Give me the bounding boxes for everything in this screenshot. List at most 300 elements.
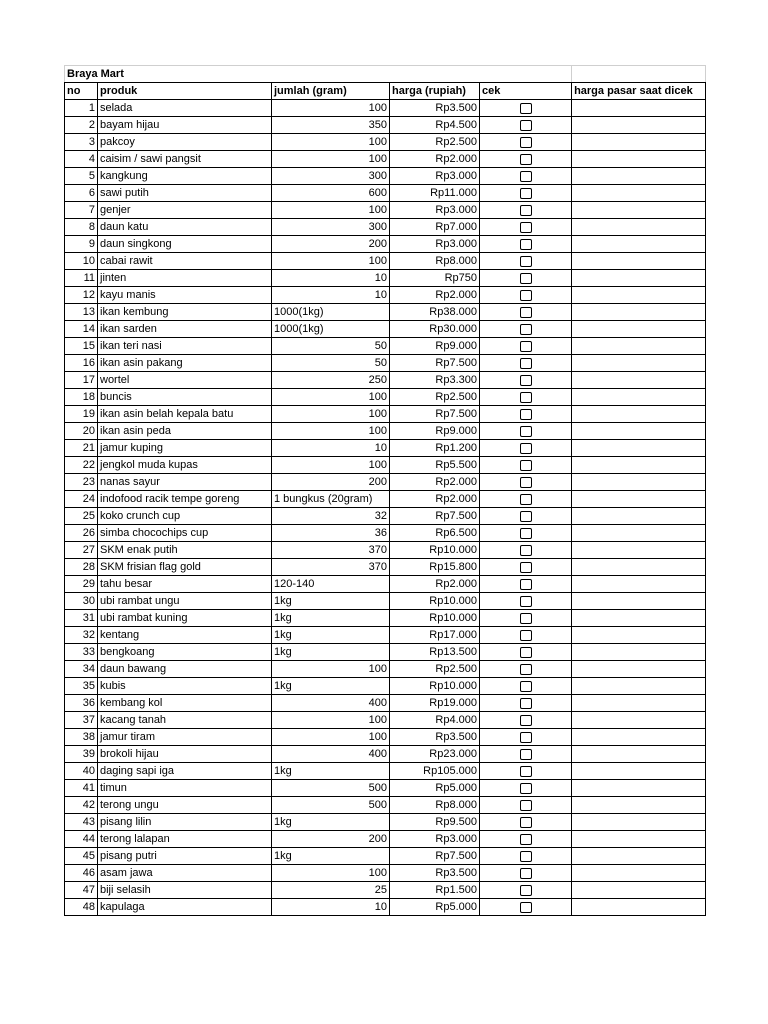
cek-checkbox[interactable] xyxy=(520,188,532,199)
cell-harga[interactable]: Rp3.000 xyxy=(390,168,480,185)
cell-jumlah[interactable]: 100 xyxy=(272,406,390,423)
cell-no[interactable]: 30 xyxy=(65,593,98,610)
cell-harga-pasar[interactable] xyxy=(572,899,706,916)
cell-no[interactable]: 46 xyxy=(65,865,98,882)
cell-cek[interactable] xyxy=(480,100,572,117)
cell-cek[interactable] xyxy=(480,406,572,423)
cell-produk[interactable]: sawi putih xyxy=(98,185,272,202)
cell-cek[interactable] xyxy=(480,763,572,780)
cell-no[interactable]: 24 xyxy=(65,491,98,508)
cell-jumlah[interactable]: 36 xyxy=(272,525,390,542)
cell-no[interactable]: 37 xyxy=(65,712,98,729)
cell-harga-pasar[interactable] xyxy=(572,763,706,780)
cell-produk[interactable]: SKM frisian flag gold xyxy=(98,559,272,576)
cell-no[interactable]: 26 xyxy=(65,525,98,542)
cell-no[interactable]: 22 xyxy=(65,457,98,474)
cell-produk[interactable]: kangkung xyxy=(98,168,272,185)
cell-jumlah[interactable]: 1kg xyxy=(272,644,390,661)
cell-harga[interactable]: Rp2.000 xyxy=(390,474,480,491)
cell-harga-pasar[interactable] xyxy=(572,491,706,508)
cell-harga-pasar[interactable] xyxy=(572,185,706,202)
cell-produk[interactable]: tahu besar xyxy=(98,576,272,593)
cell-jumlah[interactable]: 1000(1kg) xyxy=(272,321,390,338)
cell-no[interactable]: 35 xyxy=(65,678,98,695)
cell-harga-pasar[interactable] xyxy=(572,270,706,287)
cell-jumlah[interactable]: 100 xyxy=(272,253,390,270)
cell-no[interactable]: 33 xyxy=(65,644,98,661)
cell-harga[interactable]: Rp15.800 xyxy=(390,559,480,576)
cell-produk[interactable]: kentang xyxy=(98,627,272,644)
cell-harga[interactable]: Rp11.000 xyxy=(390,185,480,202)
cell-produk[interactable]: ubi rambat kuning xyxy=(98,610,272,627)
cell-produk[interactable]: biji selasih xyxy=(98,882,272,899)
cell-jumlah[interactable]: 100 xyxy=(272,865,390,882)
cell-jumlah[interactable]: 100 xyxy=(272,389,390,406)
cell-no[interactable]: 16 xyxy=(65,355,98,372)
cell-produk[interactable]: ikan kembung xyxy=(98,304,272,321)
cell-produk[interactable]: simba chocochips cup xyxy=(98,525,272,542)
cell-harga[interactable]: Rp3.000 xyxy=(390,236,480,253)
cell-cek[interactable] xyxy=(480,219,572,236)
cell-cek[interactable] xyxy=(480,678,572,695)
cell-harga-pasar[interactable] xyxy=(572,729,706,746)
cell-produk[interactable]: bayam hijau xyxy=(98,117,272,134)
cell-cek[interactable] xyxy=(480,831,572,848)
cell-no[interactable]: 34 xyxy=(65,661,98,678)
cell-cek[interactable] xyxy=(480,644,572,661)
cek-checkbox[interactable] xyxy=(520,154,532,165)
cell-harga-pasar[interactable] xyxy=(572,525,706,542)
cell-no[interactable]: 25 xyxy=(65,508,98,525)
cell-jumlah[interactable]: 400 xyxy=(272,695,390,712)
cell-no[interactable]: 12 xyxy=(65,287,98,304)
cell-harga[interactable]: Rp2.500 xyxy=(390,389,480,406)
cell-no[interactable]: 36 xyxy=(65,695,98,712)
cek-checkbox[interactable] xyxy=(520,783,532,794)
cell-harga[interactable]: Rp9.500 xyxy=(390,814,480,831)
cek-checkbox[interactable] xyxy=(520,137,532,148)
cell-no[interactable]: 4 xyxy=(65,151,98,168)
cell-harga[interactable]: Rp19.000 xyxy=(390,695,480,712)
cell-cek[interactable] xyxy=(480,593,572,610)
cell-produk[interactable]: terong ungu xyxy=(98,797,272,814)
cek-checkbox[interactable] xyxy=(520,562,532,573)
cek-checkbox[interactable] xyxy=(520,205,532,216)
cell-harga[interactable]: Rp2.000 xyxy=(390,151,480,168)
cell-harga-pasar[interactable] xyxy=(572,865,706,882)
cell-jumlah[interactable]: 100 xyxy=(272,202,390,219)
cell-cek[interactable] xyxy=(480,253,572,270)
cek-checkbox[interactable] xyxy=(520,120,532,131)
cell-harga[interactable]: Rp3.000 xyxy=(390,831,480,848)
cell-harga[interactable]: Rp5.000 xyxy=(390,780,480,797)
cek-checkbox[interactable] xyxy=(520,851,532,862)
cell-harga[interactable]: Rp30.000 xyxy=(390,321,480,338)
cek-checkbox[interactable] xyxy=(520,902,532,913)
cell-jumlah[interactable]: 500 xyxy=(272,780,390,797)
cell-harga-pasar[interactable] xyxy=(572,457,706,474)
cek-checkbox[interactable] xyxy=(520,749,532,760)
cell-harga-pasar[interactable] xyxy=(572,797,706,814)
cell-cek[interactable] xyxy=(480,423,572,440)
cell-cek[interactable] xyxy=(480,117,572,134)
cek-checkbox[interactable] xyxy=(520,596,532,607)
cell-jumlah[interactable]: 100 xyxy=(272,661,390,678)
cell-no[interactable]: 47 xyxy=(65,882,98,899)
cell-jumlah[interactable]: 1kg xyxy=(272,763,390,780)
title-empty-cell[interactable] xyxy=(572,66,706,83)
cell-no[interactable]: 28 xyxy=(65,559,98,576)
cell-no[interactable]: 44 xyxy=(65,831,98,848)
cell-harga-pasar[interactable] xyxy=(572,440,706,457)
cell-harga[interactable]: Rp17.000 xyxy=(390,627,480,644)
cell-no[interactable]: 15 xyxy=(65,338,98,355)
cell-jumlah[interactable]: 1kg xyxy=(272,610,390,627)
cell-jumlah[interactable]: 600 xyxy=(272,185,390,202)
cell-cek[interactable] xyxy=(480,321,572,338)
cek-checkbox[interactable] xyxy=(520,256,532,267)
cell-harga-pasar[interactable] xyxy=(572,814,706,831)
cell-cek[interactable] xyxy=(480,151,572,168)
cell-jumlah[interactable]: 500 xyxy=(272,797,390,814)
cell-jumlah[interactable]: 120-140 xyxy=(272,576,390,593)
cek-checkbox[interactable] xyxy=(520,290,532,301)
cell-harga-pasar[interactable] xyxy=(572,610,706,627)
cell-no[interactable]: 8 xyxy=(65,219,98,236)
cell-cek[interactable] xyxy=(480,780,572,797)
cell-harga-pasar[interactable] xyxy=(572,304,706,321)
cell-harga[interactable]: Rp2.000 xyxy=(390,287,480,304)
cell-jumlah[interactable]: 300 xyxy=(272,219,390,236)
cell-no[interactable]: 45 xyxy=(65,848,98,865)
cell-produk[interactable]: koko crunch cup xyxy=(98,508,272,525)
cell-cek[interactable] xyxy=(480,355,572,372)
cell-harga-pasar[interactable] xyxy=(572,593,706,610)
cell-produk[interactable]: brokoli hijau xyxy=(98,746,272,763)
cell-produk[interactable]: ubi rambat ungu xyxy=(98,593,272,610)
cell-no[interactable]: 21 xyxy=(65,440,98,457)
cell-harga[interactable]: Rp1.500 xyxy=(390,882,480,899)
cell-harga[interactable]: Rp7.500 xyxy=(390,355,480,372)
cell-produk[interactable]: indofood racik tempe goreng xyxy=(98,491,272,508)
cell-no[interactable]: 13 xyxy=(65,304,98,321)
cell-jumlah[interactable]: 10 xyxy=(272,440,390,457)
cell-cek[interactable] xyxy=(480,610,572,627)
cell-cek[interactable] xyxy=(480,440,572,457)
cell-no[interactable]: 42 xyxy=(65,797,98,814)
cell-harga-pasar[interactable] xyxy=(572,355,706,372)
cell-harga-pasar[interactable] xyxy=(572,151,706,168)
cell-produk[interactable]: timun xyxy=(98,780,272,797)
cell-harga-pasar[interactable] xyxy=(572,882,706,899)
cell-cek[interactable] xyxy=(480,457,572,474)
cell-harga-pasar[interactable] xyxy=(572,389,706,406)
cell-jumlah[interactable]: 200 xyxy=(272,474,390,491)
cek-checkbox[interactable] xyxy=(520,358,532,369)
cell-produk[interactable]: ikan sarden xyxy=(98,321,272,338)
cell-cek[interactable] xyxy=(480,627,572,644)
cell-produk[interactable]: nanas sayur xyxy=(98,474,272,491)
cell-no[interactable]: 20 xyxy=(65,423,98,440)
cell-produk[interactable]: ikan asin belah kepala batu xyxy=(98,406,272,423)
cell-harga-pasar[interactable] xyxy=(572,542,706,559)
cell-jumlah[interactable]: 1kg xyxy=(272,678,390,695)
cell-harga[interactable]: Rp10.000 xyxy=(390,678,480,695)
cek-checkbox[interactable] xyxy=(520,409,532,420)
cell-cek[interactable] xyxy=(480,559,572,576)
cek-checkbox[interactable] xyxy=(520,647,532,658)
cek-checkbox[interactable] xyxy=(520,579,532,590)
cell-jumlah[interactable]: 100 xyxy=(272,134,390,151)
cell-harga[interactable]: Rp10.000 xyxy=(390,593,480,610)
cek-checkbox[interactable] xyxy=(520,307,532,318)
cell-produk[interactable]: pisang putri xyxy=(98,848,272,865)
cek-checkbox[interactable] xyxy=(520,273,532,284)
cell-harga[interactable]: Rp23.000 xyxy=(390,746,480,763)
cell-produk[interactable]: kayu manis xyxy=(98,287,272,304)
cell-jumlah[interactable]: 10 xyxy=(272,270,390,287)
cek-checkbox[interactable] xyxy=(520,885,532,896)
cell-no[interactable]: 6 xyxy=(65,185,98,202)
cell-cek[interactable] xyxy=(480,474,572,491)
cell-jumlah[interactable]: 370 xyxy=(272,542,390,559)
cell-no[interactable]: 17 xyxy=(65,372,98,389)
cell-jumlah[interactable]: 250 xyxy=(272,372,390,389)
cell-jumlah[interactable]: 32 xyxy=(272,508,390,525)
header-produk[interactable]: produk xyxy=(98,83,272,100)
cek-checkbox[interactable] xyxy=(520,868,532,879)
cell-no[interactable]: 18 xyxy=(65,389,98,406)
cell-harga-pasar[interactable] xyxy=(572,100,706,117)
cell-cek[interactable] xyxy=(480,287,572,304)
cell-harga[interactable]: Rp4.500 xyxy=(390,117,480,134)
cell-produk[interactable]: jengkol muda kupas xyxy=(98,457,272,474)
cell-cek[interactable] xyxy=(480,338,572,355)
cell-no[interactable]: 40 xyxy=(65,763,98,780)
cell-harga-pasar[interactable] xyxy=(572,134,706,151)
cell-cek[interactable] xyxy=(480,389,572,406)
cell-jumlah[interactable]: 10 xyxy=(272,899,390,916)
cell-harga[interactable]: Rp10.000 xyxy=(390,610,480,627)
cell-harga[interactable]: Rp10.000 xyxy=(390,542,480,559)
cek-checkbox[interactable] xyxy=(520,732,532,743)
cek-checkbox[interactable] xyxy=(520,817,532,828)
cell-harga[interactable]: Rp7.500 xyxy=(390,848,480,865)
cell-cek[interactable] xyxy=(480,236,572,253)
cell-no[interactable]: 19 xyxy=(65,406,98,423)
cell-no[interactable]: 10 xyxy=(65,253,98,270)
cell-cek[interactable] xyxy=(480,542,572,559)
cell-harga[interactable]: Rp7.500 xyxy=(390,406,480,423)
header-cek[interactable]: cek xyxy=(480,83,572,100)
cell-jumlah[interactable]: 1kg xyxy=(272,814,390,831)
cell-cek[interactable] xyxy=(480,372,572,389)
cell-harga-pasar[interactable] xyxy=(572,712,706,729)
cek-checkbox[interactable] xyxy=(520,392,532,403)
cell-harga[interactable]: Rp105.000 xyxy=(390,763,480,780)
header-harga-pasar[interactable]: harga pasar saat dicek xyxy=(572,83,706,100)
cell-no[interactable]: 23 xyxy=(65,474,98,491)
cell-produk[interactable]: kubis xyxy=(98,678,272,695)
cek-checkbox[interactable] xyxy=(520,443,532,454)
cell-produk[interactable]: jinten xyxy=(98,270,272,287)
cell-jumlah[interactable]: 100 xyxy=(272,151,390,168)
cell-no[interactable]: 2 xyxy=(65,117,98,134)
cell-harga-pasar[interactable] xyxy=(572,661,706,678)
cell-no[interactable]: 5 xyxy=(65,168,98,185)
cek-checkbox[interactable] xyxy=(520,222,532,233)
cell-no[interactable]: 43 xyxy=(65,814,98,831)
cell-cek[interactable] xyxy=(480,712,572,729)
cell-harga[interactable]: Rp6.500 xyxy=(390,525,480,542)
cell-cek[interactable] xyxy=(480,202,572,219)
cell-cek[interactable] xyxy=(480,746,572,763)
cell-harga-pasar[interactable] xyxy=(572,321,706,338)
sheet-title[interactable]: Braya Mart xyxy=(65,66,572,83)
cek-checkbox[interactable] xyxy=(520,511,532,522)
cell-harga[interactable]: Rp13.500 xyxy=(390,644,480,661)
cell-produk[interactable]: pisang lilin xyxy=(98,814,272,831)
cek-checkbox[interactable] xyxy=(520,698,532,709)
cell-no[interactable]: 31 xyxy=(65,610,98,627)
cell-harga[interactable]: Rp5.500 xyxy=(390,457,480,474)
cell-harga[interactable]: Rp9.000 xyxy=(390,423,480,440)
cell-no[interactable]: 7 xyxy=(65,202,98,219)
cell-cek[interactable] xyxy=(480,525,572,542)
cell-harga-pasar[interactable] xyxy=(572,831,706,848)
cell-no[interactable]: 41 xyxy=(65,780,98,797)
cell-no[interactable]: 9 xyxy=(65,236,98,253)
cell-jumlah[interactable]: 200 xyxy=(272,831,390,848)
cell-produk[interactable]: asam jawa xyxy=(98,865,272,882)
cek-checkbox[interactable] xyxy=(520,681,532,692)
cell-produk[interactable]: terong lalapan xyxy=(98,831,272,848)
cell-harga-pasar[interactable] xyxy=(572,508,706,525)
cell-produk[interactable]: jamur tiram xyxy=(98,729,272,746)
cell-harga[interactable]: Rp7.500 xyxy=(390,508,480,525)
cell-harga-pasar[interactable] xyxy=(572,644,706,661)
cell-no[interactable]: 38 xyxy=(65,729,98,746)
cell-no[interactable]: 27 xyxy=(65,542,98,559)
cell-no[interactable]: 1 xyxy=(65,100,98,117)
cell-produk[interactable]: ikan asin pakang xyxy=(98,355,272,372)
cell-jumlah[interactable]: 50 xyxy=(272,355,390,372)
cell-jumlah[interactable]: 50 xyxy=(272,338,390,355)
cell-produk[interactable]: daun singkong xyxy=(98,236,272,253)
cell-produk[interactable]: selada xyxy=(98,100,272,117)
cell-harga-pasar[interactable] xyxy=(572,219,706,236)
cell-harga-pasar[interactable] xyxy=(572,338,706,355)
cell-harga-pasar[interactable] xyxy=(572,678,706,695)
cell-jumlah[interactable]: 370 xyxy=(272,559,390,576)
cell-jumlah[interactable]: 100 xyxy=(272,457,390,474)
cek-checkbox[interactable] xyxy=(520,664,532,675)
cek-checkbox[interactable] xyxy=(520,545,532,556)
cell-cek[interactable] xyxy=(480,814,572,831)
cell-jumlah[interactable]: 350 xyxy=(272,117,390,134)
cell-cek[interactable] xyxy=(480,134,572,151)
cell-harga[interactable]: Rp2.000 xyxy=(390,491,480,508)
header-jumlah[interactable]: jumlah (gram) xyxy=(272,83,390,100)
cell-harga-pasar[interactable] xyxy=(572,202,706,219)
cell-harga-pasar[interactable] xyxy=(572,627,706,644)
cek-checkbox[interactable] xyxy=(520,477,532,488)
cell-jumlah[interactable]: 1000(1kg) xyxy=(272,304,390,321)
cek-checkbox[interactable] xyxy=(520,715,532,726)
cell-jumlah[interactable]: 10 xyxy=(272,287,390,304)
cell-jumlah[interactable]: 25 xyxy=(272,882,390,899)
cell-harga[interactable]: Rp8.000 xyxy=(390,797,480,814)
cek-checkbox[interactable] xyxy=(520,103,532,114)
cell-harga[interactable]: Rp2.500 xyxy=(390,134,480,151)
cell-harga-pasar[interactable] xyxy=(572,474,706,491)
cell-jumlah[interactable]: 1 bungkus (20gram) xyxy=(272,491,390,508)
header-harga[interactable]: harga (rupiah) xyxy=(390,83,480,100)
cell-jumlah[interactable]: 400 xyxy=(272,746,390,763)
cell-jumlah[interactable]: 1kg xyxy=(272,593,390,610)
cek-checkbox[interactable] xyxy=(520,375,532,386)
cell-cek[interactable] xyxy=(480,865,572,882)
cek-checkbox[interactable] xyxy=(520,171,532,182)
header-no[interactable]: no xyxy=(65,83,98,100)
cell-cek[interactable] xyxy=(480,882,572,899)
cell-harga-pasar[interactable] xyxy=(572,287,706,304)
cell-harga-pasar[interactable] xyxy=(572,848,706,865)
cell-harga[interactable]: Rp2.500 xyxy=(390,661,480,678)
cell-harga-pasar[interactable] xyxy=(572,423,706,440)
cek-checkbox[interactable] xyxy=(520,494,532,505)
cell-cek[interactable] xyxy=(480,304,572,321)
cell-produk[interactable]: cabai rawit xyxy=(98,253,272,270)
cell-no[interactable]: 32 xyxy=(65,627,98,644)
cell-produk[interactable]: daging sapi iga xyxy=(98,763,272,780)
cell-no[interactable]: 29 xyxy=(65,576,98,593)
cell-produk[interactable]: kembang kol xyxy=(98,695,272,712)
cell-harga-pasar[interactable] xyxy=(572,117,706,134)
cek-checkbox[interactable] xyxy=(520,630,532,641)
cell-cek[interactable] xyxy=(480,695,572,712)
cek-checkbox[interactable] xyxy=(520,239,532,250)
cell-cek[interactable] xyxy=(480,848,572,865)
cell-jumlah[interactable]: 100 xyxy=(272,712,390,729)
cell-harga[interactable]: Rp7.000 xyxy=(390,219,480,236)
cell-cek[interactable] xyxy=(480,185,572,202)
cell-produk[interactable]: bengkoang xyxy=(98,644,272,661)
cek-checkbox[interactable] xyxy=(520,341,532,352)
cell-harga[interactable]: Rp8.000 xyxy=(390,253,480,270)
cell-cek[interactable] xyxy=(480,508,572,525)
cek-checkbox[interactable] xyxy=(520,766,532,777)
cell-harga[interactable]: Rp3.000 xyxy=(390,202,480,219)
cell-harga-pasar[interactable] xyxy=(572,780,706,797)
cek-checkbox[interactable] xyxy=(520,834,532,845)
cell-harga[interactable]: Rp750 xyxy=(390,270,480,287)
cell-jumlah[interactable]: 1kg xyxy=(272,627,390,644)
cell-produk[interactable]: buncis xyxy=(98,389,272,406)
cell-harga[interactable]: Rp2.000 xyxy=(390,576,480,593)
cek-checkbox[interactable] xyxy=(520,800,532,811)
cell-cek[interactable] xyxy=(480,270,572,287)
cell-harga[interactable]: Rp3.500 xyxy=(390,865,480,882)
cell-produk[interactable]: pakcoy xyxy=(98,134,272,151)
cell-jumlah[interactable]: 100 xyxy=(272,423,390,440)
cell-harga-pasar[interactable] xyxy=(572,236,706,253)
cell-produk[interactable]: jamur kuping xyxy=(98,440,272,457)
cell-cek[interactable] xyxy=(480,661,572,678)
cell-no[interactable]: 11 xyxy=(65,270,98,287)
cell-cek[interactable] xyxy=(480,797,572,814)
cell-cek[interactable] xyxy=(480,729,572,746)
